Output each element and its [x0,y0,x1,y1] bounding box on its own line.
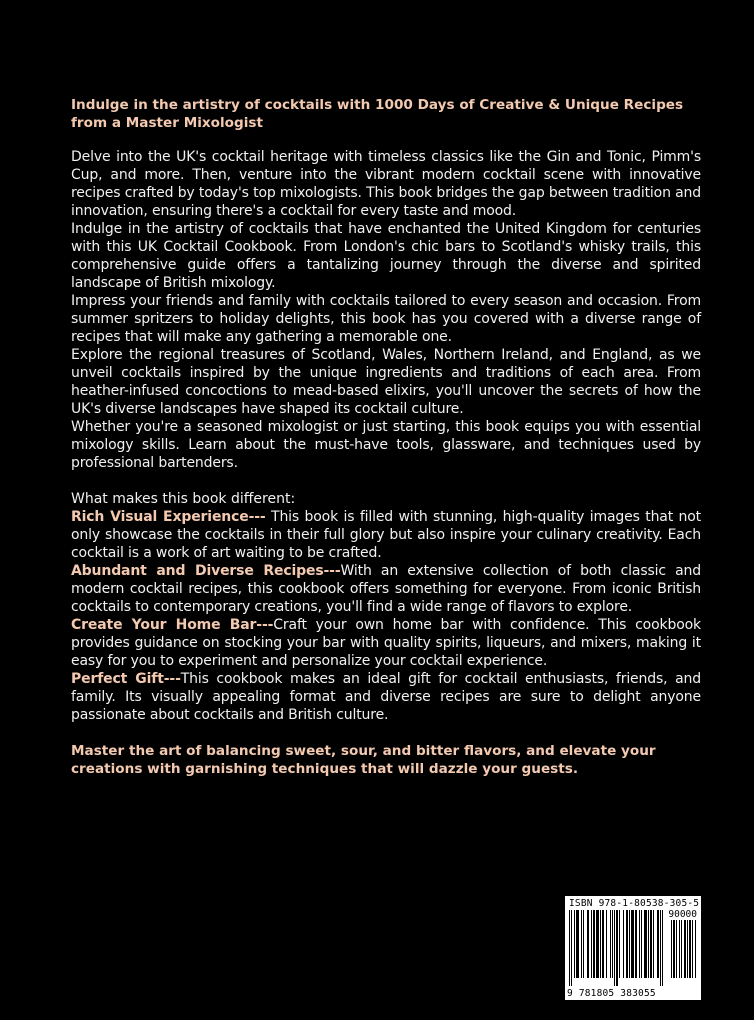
barcode-bar [612,910,613,978]
back-cover-text [71,96,701,778]
barcode-bar [662,910,663,986]
feature-title: Create Your Home Bar--- [71,617,274,633]
feature-recipes [71,562,701,616]
barcode-bar [681,920,682,978]
paragraph-artistry: Indulge in the artistry of cocktails that have enchanted the United Kingdom for centuries with this UK Cocktail Cookbook. From London's chic bars to Scotland's whisky trails, this comprehensive guide offers a tantalizing journey through the diverse and spirited landscape of British mixology. [71,221,701,291]
barcode-bar [660,910,661,986]
feature-title: Rich Visual Experience--- [71,509,266,525]
feature-rich-visual [71,508,701,562]
barcode-bar [593,910,595,978]
paragraph-heritage: Delve into the UK's cocktail heritage with timeless classics like the Gin and Tonic, Pimm's Cup, and more. Then, venture into the vibrant modern cocktail scene with innovative recipes crafted by today's top mixologists. This book bridges the gap between tradition and innovation, ensuring there's a cocktail for every taste and mood. [71,149,701,219]
barcode-bar [600,910,601,978]
barcode-bar [673,920,675,978]
paragraph-seasons: Impress your friends and family with cocktails tailored to every season and occasion. From summer spritzers to holiday delights, this book has you covered with a diverse range of recipes that will make any gathering a memorable one. [71,293,701,345]
barcode-bar [574,910,575,978]
barcode-bar [587,910,589,978]
barcode-bar [684,920,686,978]
barcode-bar [631,910,634,978]
barcode-bar [657,910,659,978]
barcode-bar [689,920,691,978]
barcode-bar [653,910,654,978]
barcode-bar [583,910,584,978]
barcode-bar [648,910,649,978]
price-code-label: 90000 [668,909,697,920]
isbn-barcode [565,896,701,1000]
headline: Indulge in the artistry of cocktails with 1000 Days of Creative & Unique Recipes from a Master Mixologist [71,97,684,131]
ean-label: 9 781805 383055 [567,988,656,999]
barcode-bar [614,910,615,986]
barcode-bar [616,910,618,986]
barcode-bars [569,910,667,986]
barcode-bar [626,910,628,978]
barcode-bar [571,910,572,986]
feature-home-bar [71,616,701,670]
feature-gift [71,670,701,724]
closing-statement: Master the art of balancing sweet, sour, and bitter flavors, and elevate your creations with garnishing techniques that will dazzle your guests. [71,743,656,777]
barcode-bar [591,910,592,978]
paragraph-skills: Whether you're a seasoned mixologist or just starting, this book equips you with essential mixology skills. Learn about the must-have tools, glassware, and techniques used by professional bartenders. [71,419,701,471]
feature-title: Abundant and Diverse Recipes--- [71,563,341,579]
feature-title: Perfect Gift--- [71,671,181,687]
barcode-bar [606,910,607,978]
barcode-bar [576,910,579,978]
barcode-bar [635,910,637,978]
barcode-addon-bars [671,920,697,986]
barcode-bar [602,910,604,978]
barcode-bar [596,910,599,978]
feature-text: This cookbook makes an ideal gift for cocktail enthusiasts, friends, and family. Its visually appealing format and diverse recipes are sure to delight anyone passionate about cocktails and British culture. [71,671,701,723]
barcode-bar [676,920,677,978]
feature-text: This book is filled with stunning, high-quality images that not only showcase the cocktails in their full glory but also inspire your culinary creativity. Each cocktail is a work of art waiting to be crafted. [71,509,701,561]
feature-text: With an extensive collection of both classic and modern cocktail recipes, this cookbook offers something for everyone. From iconic British cocktails to contemporary creations, you'll find a wide range of flavors to explore. [71,563,701,615]
barcode-bar [671,920,672,978]
features-intro: What makes this book different: [71,491,296,507]
barcode-bar [610,910,611,978]
barcode-bar [679,920,680,978]
barcode-bar [692,920,693,978]
barcode-bar [650,910,652,978]
paragraph-regions: Explore the regional treasures of Scotland, Wales, Northern Ireland, and England, as we unveil cocktails inspired by the unique ingredients and traditions of each area. From heather-infused concoctions to mead-based elixirs, you'll uncover the secrets of how the UK's diverse landscapes have shaped its cocktail culture. [71,347,701,417]
barcode-bar [641,910,642,978]
barcode-bar [639,910,640,978]
barcode-bar [644,910,647,978]
isbn-label: ISBN 978-1-80538-305-5 [569,898,700,909]
barcode-bar [629,910,630,978]
feature-text: Craft your own home bar with confidence. This cookbook provides guidance on stocking your bar with quality spirits, liqueurs, and mixers, making it easy for you to experiment and personalize your cocktail experience. [71,617,701,669]
barcode-bar [623,910,624,978]
barcode-bar [619,910,620,978]
barcode-bar [581,910,582,978]
barcode-bar [569,910,570,986]
barcode-bar [687,920,688,978]
barcode-bar [695,920,696,978]
